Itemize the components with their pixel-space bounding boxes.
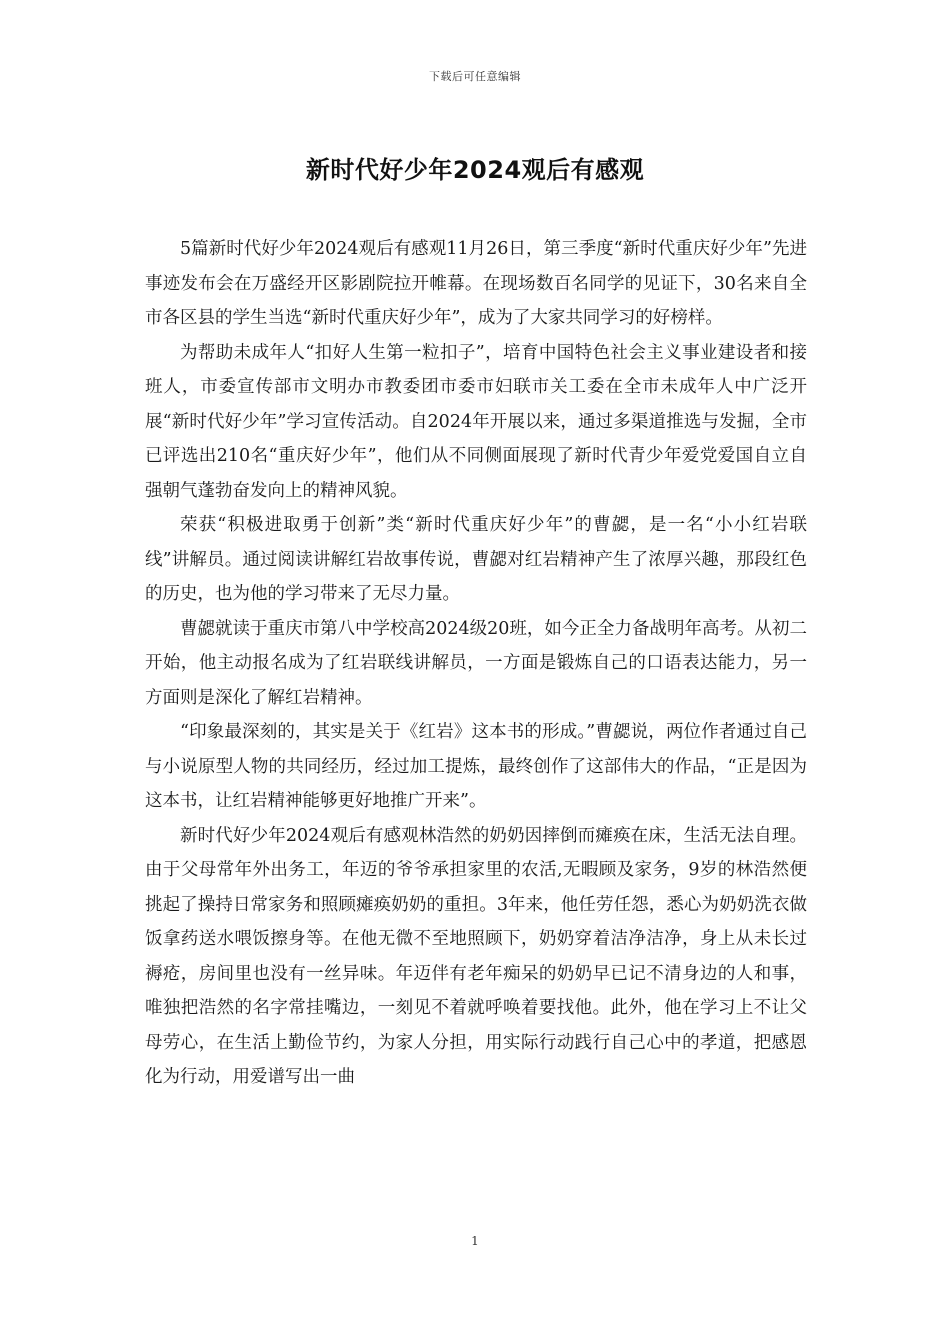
page-title: 新时代好少年2024观后有感观 <box>305 156 645 184</box>
paragraph-1: 5篇新时代好少年2024观后有感观11月26日，第三季度“新时代重庆好少年”先进事迹发布会在万盛经开区影剧院拉开帷幕。在现场数百名同学的见证下，30名来自全市各区县的学生当选“新时代重庆好少年”，成为了大家共同学习的好榜样。 <box>145 239 807 328</box>
paragraph-2: 为帮助未成年人“扣好人生第一粒扣子”，培育中国特色社会主义事业建设者和接班人，市委宣传部市文明办市教委团市委市妇联市关工委在全市未成年人中广泛开展“新时代好少年”学习宣传活动。自2024年开展以来，通过多渠道推选与发掘，全市已评选出210名“重庆好少年”，他们从不同侧面展现了新时代青少年爱党爱国自立自强朝气蓬勃奋发向上的精神风貌。 <box>145 342 807 501</box>
header-note: 下载后可任意编辑 <box>429 70 521 83</box>
document-body <box>145 232 807 1095</box>
paragraph-3: 荣获“积极进取勇于创新”类“新时代重庆好少年”的曹勰，是一名“小小红岩联线”讲解员。通过阅读讲解红岩故事传说，曹勰对红岩精神产生了浓厚兴趣，那段红色的历史，也为他的学习带来了无尽力量。 <box>145 515 807 604</box>
paragraph-4: 曹勰就读于重庆市第八中学校高2024级20班，如今正全力备战明年高考。从初二开始，他主动报名成为了红岩联线讲解员，一方面是锻炼自己的口语表达能力，另一方面则是深化了解红岩精神。 <box>145 618 807 708</box>
page-number: 1 <box>471 1234 479 1248</box>
paragraph-6: 新时代好少年2024观后有感观林浩然的奶奶因摔倒而瘫痪在床，生活无法自理。由于父母常年外出务工，年迈的爷爷承担家里的农活,无暇顾及家务，9岁的林浩然便挑起了操持日常家务和照顾瘫痪奶奶的重担。3年来，他任劳任怨，悉心为奶奶洗衣做饭拿药送水喂饭擦身等。在他无微不至地照顾下，奶奶穿着洁净洁净，身上从未长过褥疮，房间里也没有一丝异味。年迈伴有老年痴呆的奶奶早已记不清身边的人和事，唯独把浩然的名字常挂嘴边，一刻见不着就呼唤着要找他。此外，他在学习上不让父母劳心，在生活上勤俭节约，为家人分担，用实际行动践行自己心中的孝道，把感恩化为行动，用爱谱写出一曲 <box>145 825 807 1087</box>
paragraph-5: “印象最深刻的，其实是关于《红岩》这本书的形成。”曹勰说，两位作者通过自己与小说原型人物的共同经历，经过加工提炼，最终创作了这部伟大的作品，“正是因为这本书，让红岩精神能够更好地推广开来”。 <box>145 722 807 811</box>
